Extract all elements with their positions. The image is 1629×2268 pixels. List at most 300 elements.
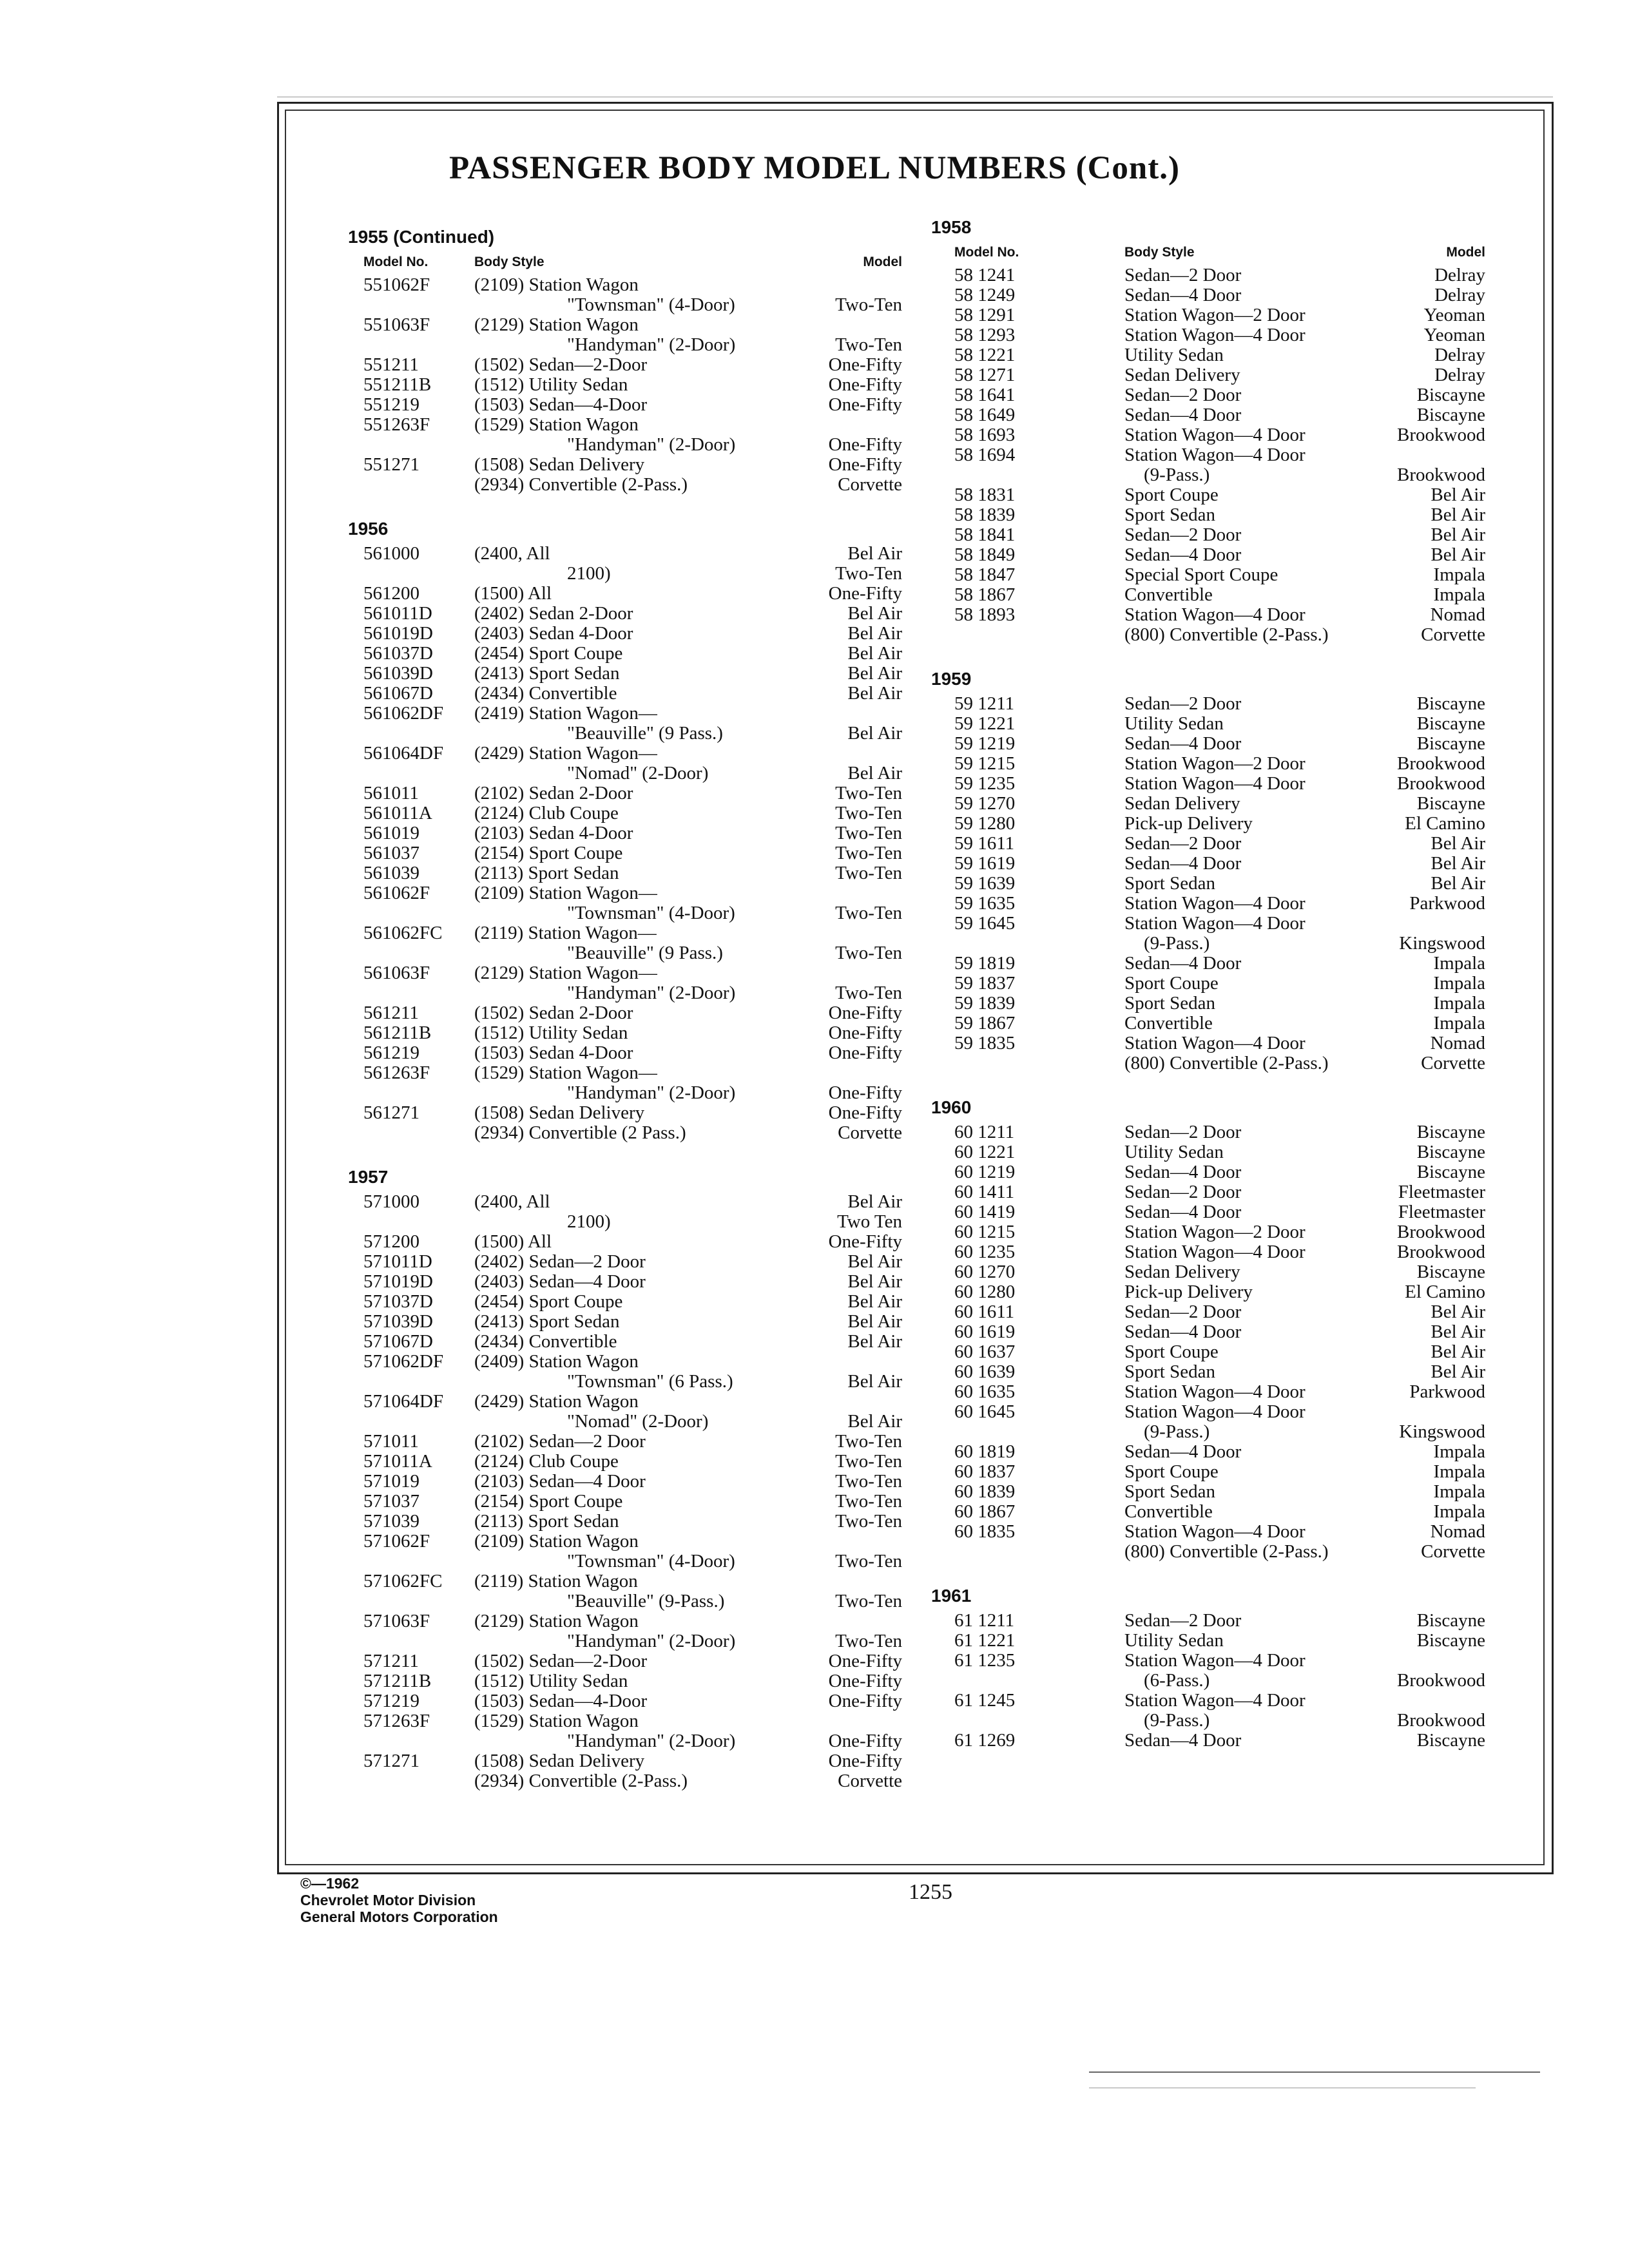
table-row [348,335,902,355]
table-row [348,435,902,455]
model-name: Delray [1434,345,1485,365]
table-row [348,1711,902,1731]
table-row [348,1212,902,1232]
table-row [348,604,902,624]
model-name: Two-Ten [835,1451,902,1472]
model-name: Biscayne [1416,1730,1485,1751]
body-style: (2129) Station Wagon— [474,963,657,983]
model-name: Brookwood [1397,1222,1485,1242]
table-row [931,485,1485,505]
table-row [931,385,1485,405]
model-number: 60 1819 [954,1441,1016,1462]
model-number: 551271 [363,454,419,475]
table-row [348,1312,902,1332]
model-number: 561011 [363,783,419,803]
model-name: Brookwood [1397,1670,1485,1691]
body-style: (2934) Convertible (2 Pass.) [474,1122,686,1143]
model-name: Corvette [1421,1053,1485,1073]
model-name: Bel Air [1431,853,1485,874]
table-row [931,1522,1485,1542]
model-name: Impala [1433,953,1485,974]
body-style: (1503) Sedan—4-Door [474,1691,648,1711]
body-style: Sedan—2 Door [1124,693,1242,714]
table-row [931,265,1485,285]
body-style: Pick-up Delivery [1124,813,1253,834]
model-name: Bel Air [1431,833,1485,854]
table-row [348,564,902,584]
table-row [931,1142,1485,1162]
model-name: One-Fifty [828,1691,902,1711]
table-row [931,545,1485,565]
model-name: Bel Air [1431,544,1485,565]
table-row [931,1542,1485,1562]
body-style: (1508) Sedan Delivery [474,1751,645,1771]
body-style: (1512) Utility Sedan [474,374,628,395]
model-name: Two-Ten [835,563,902,584]
model-number: 561000 [363,543,419,564]
model-name: Two-Ten [835,903,902,923]
model-name: Bel Air [847,643,902,664]
model-name: Two-Ten [835,863,902,883]
table-row [348,1751,902,1771]
body-style: (1508) Sedan Delivery [474,454,645,475]
header-body-style: Body Style [1124,245,1195,260]
table-row [348,1352,902,1372]
table-row [931,1462,1485,1482]
model-name: El Camino [1405,813,1485,834]
body-style: (2119) Station Wagon [474,1571,638,1591]
table-row [348,1552,902,1571]
body-style: (1502) Sedan—2-Door [474,354,648,375]
model-name: Two-Ten [835,983,902,1003]
model-number: 58 1867 [954,584,1016,605]
model-number: 58 1291 [954,305,1016,325]
body-style: Sedan—2 Door [1124,1302,1242,1322]
model-name: Bel Air [1431,485,1485,505]
table-row [348,395,902,415]
model-name: Biscayne [1416,385,1485,405]
model-number: 551219 [363,394,419,415]
table-row [348,1591,902,1611]
body-style: (2103) Sedan 4-Door [474,823,633,843]
model-name: Two-Ten [835,1471,902,1492]
model-name: Two-Ten [835,1631,902,1651]
model-number: 60 1639 [954,1361,1016,1382]
model-name: Biscayne [1416,793,1485,814]
model-number: 571011D [363,1251,432,1272]
table-row [348,1063,902,1083]
model-number: 60 1411 [954,1182,1015,1202]
body-style: (2102) Sedan 2-Door [474,783,633,803]
model-number: 571263F [363,1711,430,1731]
header-body-style: Body Style [474,255,545,269]
model-name: One-Fifty [828,1102,902,1123]
table-row [931,1482,1485,1502]
model-name: Nomad [1430,1033,1485,1053]
model-name: Brookwood [1397,465,1485,485]
footer-copyright: ©—1962 [300,1875,360,1892]
table-row [931,505,1485,525]
model-name: One-Fifty [828,1043,902,1063]
body-style: Utility Sedan [1124,1630,1224,1651]
model-number: 60 1419 [954,1202,1016,1222]
table-row [348,783,902,803]
footer-credits [300,1875,498,1925]
body-style: Sedan—2 Door [1124,1122,1242,1142]
model-number: 561200 [363,583,419,604]
year-heading: 1960 [931,1097,972,1117]
model-number: 571011 [363,1431,419,1452]
model-number: 58 1893 [954,604,1016,625]
table-row [348,1611,902,1631]
model-name: Two-Ten [835,823,902,843]
model-name: One-Fifty [828,394,902,415]
body-style: "Nomad" (2-Door) [567,763,709,783]
model-number: 571039 [363,1511,419,1532]
model-name: Corvette [1421,624,1485,645]
body-style: Station Wagon—4 Door [1124,1242,1306,1262]
table-row [348,315,902,335]
body-style: (2113) Sport Sedan [474,1511,619,1532]
model-name: Yeoman [1423,305,1485,325]
table-row [348,1691,902,1711]
body-style: "Nomad" (2-Door) [567,1411,709,1432]
body-style: Convertible [1124,1501,1213,1522]
model-number: 571064DF [363,1391,444,1412]
table-row [931,425,1485,445]
model-number: 58 1221 [954,345,1016,365]
model-number: 561062F [363,883,430,903]
table-row [931,1202,1485,1222]
table-row [348,544,902,564]
body-style: (2402) Sedan 2-Door [474,603,633,624]
right-column [931,213,1485,1751]
table-row [931,625,1485,645]
model-number: 571219 [363,1691,419,1711]
body-style: "Beauville" (9-Pass.) [567,1591,725,1611]
body-style: "Handyman" (2-Door) [567,434,736,455]
model-number: 551062F [363,274,430,295]
table-row [931,974,1485,994]
model-name: Bel Air [1431,505,1485,525]
model-number: 571019D [363,1271,433,1292]
model-number: 59 1280 [954,813,1016,834]
body-style: (2103) Sedan—4 Door [474,1471,646,1492]
body-style: Station Wagon—2 Door [1124,305,1306,325]
model-name: Two-Ten [835,1511,902,1532]
body-style: Station Wagon—4 Door [1124,1650,1306,1671]
model-number: 58 1841 [954,524,1016,545]
model-name: Corvette [1421,1541,1485,1562]
model-number: 60 1645 [954,1401,1016,1422]
model-name: Bel Air [847,543,902,564]
body-style: (1529) Station Wagon [474,1711,639,1731]
model-number: 59 1839 [954,993,1016,1014]
body-style: Sedan—2 Door [1124,524,1242,545]
model-name: Two-Ten [835,294,902,315]
model-number: 561037 [363,843,419,863]
table-row [348,1292,902,1312]
body-style: (2934) Convertible (2-Pass.) [474,1771,688,1791]
model-name: Bel Air [847,1331,902,1352]
table-row [931,814,1485,834]
model-name: Delray [1434,365,1485,385]
table-row [348,1252,902,1272]
model-name: Bel Air [1431,1302,1485,1322]
body-style: Sport Sedan [1124,1361,1215,1382]
model-name: Impala [1433,564,1485,585]
model-number: 59 1837 [954,973,1016,994]
header-model-no: Model No. [954,245,1019,260]
model-number: 60 1835 [954,1521,1016,1542]
body-style: Sport Sedan [1124,1481,1215,1502]
model-name: Bel Air [1431,1361,1485,1382]
table-row [931,874,1485,894]
table-row [348,1023,902,1043]
table-row [348,1671,902,1691]
body-style: Sedan Delivery [1124,793,1240,814]
body-style: (2402) Sedan—2 Door [474,1251,646,1272]
footer-corporation: General Motors Corporation [300,1908,498,1925]
model-number: 561211 [363,1003,419,1023]
model-number: 561063F [363,963,430,983]
table-row [348,475,902,495]
body-style: Station Wagon—4 Door [1124,773,1306,794]
body-style: "Beauville" (9 Pass.) [567,723,723,744]
body-style: (2403) Sedan—4 Door [474,1271,646,1292]
body-style: "Townsman" (4-Door) [567,903,735,923]
body-style: (2102) Sedan—2 Door [474,1431,646,1452]
body-style: (2154) Sport Coupe [474,843,623,863]
year-heading: 1956 [348,519,389,539]
body-style: (1500) All [474,1231,552,1252]
column-headers [931,242,1485,265]
body-style: (1500) All [474,583,552,604]
model-number: 58 1271 [954,365,1016,385]
body-style: (2109) Station Wagon— [474,883,657,903]
model-name: Parkwood [1409,1381,1485,1402]
table-row [931,1122,1485,1142]
model-number: 58 1831 [954,485,1016,505]
model-name: Brookwood [1397,773,1485,794]
table-row [348,624,902,644]
body-style: (9-Pass.) [1144,933,1210,954]
model-number: 61 1235 [954,1650,1016,1671]
body-style: Sport Sedan [1124,993,1215,1014]
body-style: (2113) Sport Sedan [474,863,619,883]
model-number: 561219 [363,1043,419,1063]
table-row [931,365,1485,385]
table-row [348,983,902,1003]
table-row [348,863,902,883]
model-name: Bel Air [847,1411,902,1432]
model-number: 59 1819 [954,953,1016,974]
model-name: One-Fifty [828,1651,902,1671]
model-number: 571037 [363,1491,419,1512]
model-name: Bel Air [847,1371,902,1392]
model-name: Fleetmaster [1398,1182,1485,1202]
model-name: Kingswood [1399,933,1485,954]
model-name: Bel Air [1431,524,1485,545]
model-number: 58 1293 [954,325,1016,345]
body-style: Sedan Delivery [1124,1262,1240,1282]
body-style: (2400, All [474,543,550,564]
page-number: 1255 [909,1880,952,1904]
model-number: 561011A [363,803,432,823]
table-row [348,1272,902,1292]
model-number: 571271 [363,1751,419,1771]
body-style: (1529) Station Wagon— [474,1062,657,1083]
section-spacer [931,1073,1485,1093]
model-number: 551063F [363,314,430,335]
table-row [931,714,1485,734]
body-style: Sport Coupe [1124,973,1219,994]
model-name: One-Fifty [828,354,902,375]
model-name: Two-Ten [835,843,902,863]
model-number: 551211 [363,354,419,375]
body-style: (1529) Station Wagon [474,414,639,435]
model-name: Biscayne [1416,1630,1485,1651]
model-name: Impala [1433,993,1485,1014]
model-name: Impala [1433,584,1485,605]
table-row [931,1302,1485,1322]
table-row [931,734,1485,754]
table-row [931,914,1485,934]
model-name: Impala [1433,973,1485,994]
model-name: Bel Air [847,1291,902,1312]
body-style: "Townsman" (6 Pass.) [567,1371,733,1392]
body-style: Special Sport Coupe [1124,564,1278,585]
table-row [348,455,902,475]
body-style: "Handyman" (2-Door) [567,334,736,355]
year-heading: 1958 [931,217,972,237]
table-row [348,1731,902,1751]
table-row [931,325,1485,345]
body-style: Station Wagon—4 Door [1124,913,1306,934]
model-name: Impala [1433,1481,1485,1502]
body-style: (2124) Club Coupe [474,1451,619,1472]
table-row [348,903,902,923]
table-row [348,883,902,903]
model-name: One-Fifty [828,1003,902,1023]
model-number: 571063F [363,1611,430,1631]
body-style: Sedan—4 Door [1124,285,1242,305]
table-row [348,1651,902,1671]
model-number: 59 1635 [954,893,1016,914]
model-name: Bel Air [847,683,902,704]
model-name: Biscayne [1416,713,1485,734]
model-number: 61 1211 [954,1610,1015,1631]
body-style: "Handyman" (2-Door) [567,1631,736,1651]
table-row [348,684,902,704]
model-name: One-Fifty [828,1231,902,1252]
table-row [931,345,1485,365]
table-row [931,1242,1485,1262]
table-row [931,1651,1485,1671]
model-number: 571211 [363,1651,419,1671]
model-number: 571062DF [363,1351,444,1372]
table-row [931,1014,1485,1033]
body-style: (2409) Station Wagon [474,1351,639,1372]
model-name: Corvette [838,1771,902,1791]
table-row [931,794,1485,814]
model-number: 60 1280 [954,1282,1016,1302]
table-row [931,1442,1485,1462]
table-row [348,963,902,983]
body-style: (800) Convertible (2-Pass.) [1124,1053,1329,1073]
model-number: 59 1867 [954,1013,1016,1033]
table-row [931,285,1485,305]
body-style: Station Wagon—4 Door [1124,604,1306,625]
model-name: Nomad [1430,604,1485,625]
model-name: Biscayne [1416,1162,1485,1182]
body-style: Sedan—4 Door [1124,544,1242,565]
section-spacer [931,645,1485,664]
model-name: Two Ten [837,1211,902,1232]
model-number: 561062DF [363,703,444,724]
footer-division: Chevrolet Motor Division [300,1892,476,1908]
year-heading: 1957 [348,1167,389,1187]
body-style: 2100) [567,1211,611,1232]
body-style: Station Wagon—4 Door [1124,1401,1306,1422]
model-number: 59 1235 [954,773,1016,794]
model-number: 59 1211 [954,693,1015,714]
model-name: Two-Ten [835,1491,902,1512]
body-style: (2454) Sport Coupe [474,1291,623,1312]
table-row [931,954,1485,974]
table-row [931,1382,1485,1402]
table-row [931,1671,1485,1691]
model-number: 61 1221 [954,1630,1016,1651]
table-row [931,1611,1485,1631]
model-name: Biscayne [1416,1122,1485,1142]
column-headers [348,252,902,275]
model-name: Kingswood [1399,1421,1485,1442]
body-style: (2403) Sedan 4-Door [474,623,633,644]
table-row [931,1631,1485,1651]
model-number: 571062FC [363,1571,443,1591]
table-row [931,305,1485,325]
table-row [348,295,902,315]
model-number: 571211B [363,1671,432,1691]
body-style: (1512) Utility Sedan [474,1671,628,1691]
body-style: (2429) Station Wagon— [474,743,657,764]
table-row [931,894,1485,914]
table-row [931,1222,1485,1242]
model-name: Impala [1433,1013,1485,1033]
model-number: 60 1635 [954,1381,1016,1402]
model-number: 561263F [363,1062,430,1083]
table-row [931,774,1485,794]
body-style: (2400, All [474,1191,550,1212]
table-row [931,1691,1485,1711]
model-name: Biscayne [1416,733,1485,754]
model-number: 59 1611 [954,833,1015,854]
table-row [931,605,1485,625]
table-row [931,1711,1485,1731]
table-row [348,1123,902,1143]
model-name: Nomad [1430,1521,1485,1542]
body-style: Station Wagon—4 Door [1124,893,1306,914]
model-number: 551211B [363,374,432,395]
body-style: Sedan—4 Door [1124,1441,1242,1462]
model-number: 571062F [363,1531,430,1552]
model-name: Brookwood [1397,1710,1485,1731]
table-row [931,854,1485,874]
body-style: Sport Coupe [1124,1461,1219,1482]
model-number: 58 1249 [954,285,1016,305]
model-number: 561019D [363,623,433,644]
